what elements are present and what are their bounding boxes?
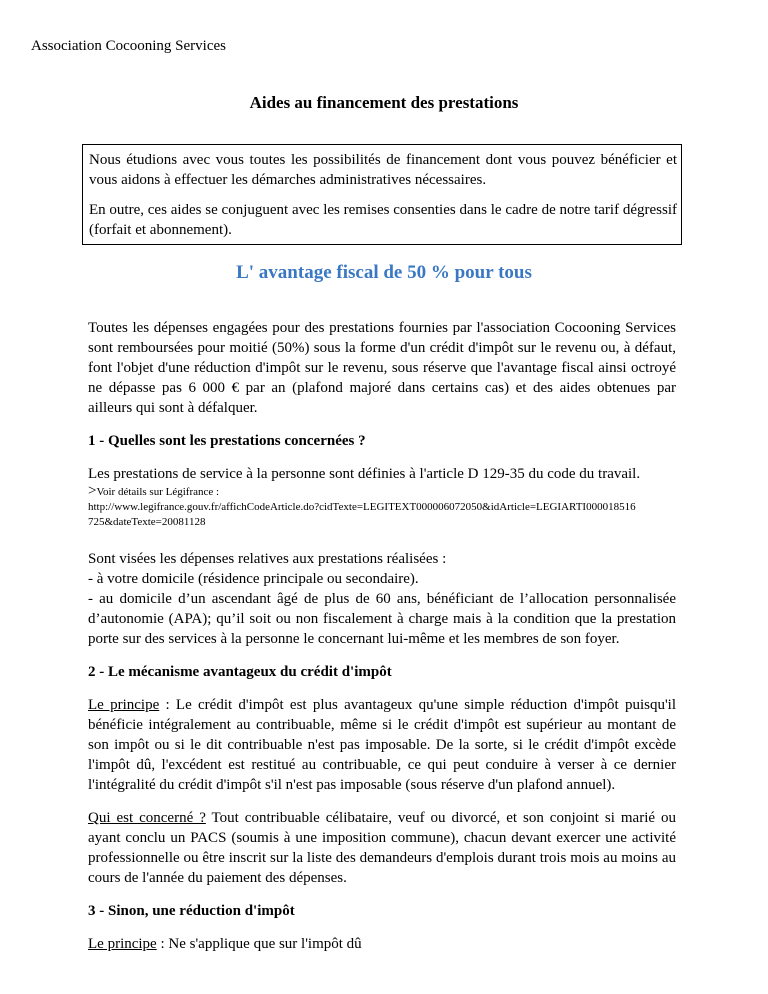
box-paragraph-1: Nous étudions avec vous toutes les possibilités de financement dont vous pouvez bénéficier et vous aidons à effectuer les démarches administratives nécessaires.	[89, 152, 677, 188]
section-3-principe	[88, 934, 676, 954]
principe-text-3: : Ne s'applique que sur l'impôt dû	[156, 936, 362, 952]
section-1-text: Les prestations de service à la personne sont définies à l'article D 129-35 du code du travail.	[88, 466, 641, 482]
heading-section-2: 2 - Le mécanisme avantageux du crédit d'impôt	[88, 664, 392, 680]
intro-box	[82, 144, 682, 245]
reference-url[interactable]: http://www.legifrance.gouv.fr/affichCodeArticle.do?cidTexte=LEGITEXT000006072050&idArticle=LEGIARTI000018516 725&dateTexte=20081128	[88, 501, 636, 528]
principe-label-3: Le principe	[88, 936, 157, 952]
header-org: Association Cocooning Services	[31, 38, 226, 54]
box-paragraph-2: En outre, ces aides se conjuguent avec les remises consenties dans le cadre de notre tarif dégressif (forfait et abonnement).	[89, 202, 677, 238]
section-2-principe	[88, 695, 676, 795]
document-body	[88, 318, 676, 954]
list-item-ascendant: - au domicile d’un ascendant âgé de plus de 60 ans, bénéficiant de l’allocation personnalisée d’autonomie (APA); qu’il soit ou non fiscalement à charge mais à la condition que la prestation porte sur des services à la personne le concernant lui-même et les membres de son foyer.	[88, 591, 676, 647]
list-item-domicile: - à votre domicile (résidence principale ou secondaire).	[88, 571, 419, 587]
reference-mark: >	[88, 483, 97, 499]
principe-label: Le principe	[88, 697, 160, 713]
concerne-text: Tout contribuable célibataire, veuf ou divorcé, et son conjoint si marié ou ayant conclu un PACS (soumis à une imposition commune), chacun devant exercer une activité professionnelle ou être inscrit sur la liste des demandeurs d'emplois durant trois mois au moins au cours de l'année du paiement des dépenses.	[88, 810, 676, 886]
heading-section-3: 3 - Sinon, une réduction d'impôt	[88, 903, 295, 919]
intro-paragraph: Toutes les dépenses engagées pour des prestations fournies par l'association Cocooning Services sont remboursées pour moitié (50%) sous la forme d'un crédit d'impôt sur le revenu ou, à défaut, font l'objet d'une réduction d'impôt sur le revenu, sous réserve que l'avantage fiscal ainsi octroyé ne dépasse pas 6 000 € par an (plafond majoré dans certains cas) et des aides obtenues par ailleurs qui sont à défalquer.	[88, 320, 676, 416]
section-title: L' avantage fiscal de 50 % pour tous	[236, 262, 532, 283]
legifrance-reference	[88, 484, 676, 530]
principe-text: : Le crédit d'impôt est plus avantageux qu'une simple réduction d'impôt puisqu'il bénéficie intégralement au contribuable, même si le crédit d'impôt est supérieur au montant de son impôt ou si le dit contribuable n'est pas imposable. De la sorte, si le crédit d'impôt excède l'impôt dû, l'excédent est restitué au contribuable, ce qui peut conduire à verser à ce dernier l'intégralité du crédit d'impôt s'il n'est pas imposable (sous réserve d'un plafond annuel).	[88, 697, 676, 793]
section-2-concerne	[88, 808, 676, 888]
concerne-label: Qui est concerné ?	[88, 810, 206, 826]
reference-label: Voir détails sur Légifrance :	[96, 486, 220, 498]
list-intro: Sont visées les dépenses relatives aux prestations réalisées :	[88, 551, 447, 567]
document-title: Aides au financement des prestations	[249, 93, 519, 112]
heading-section-1: 1 - Quelles sont les prestations concernées ?	[88, 433, 366, 449]
